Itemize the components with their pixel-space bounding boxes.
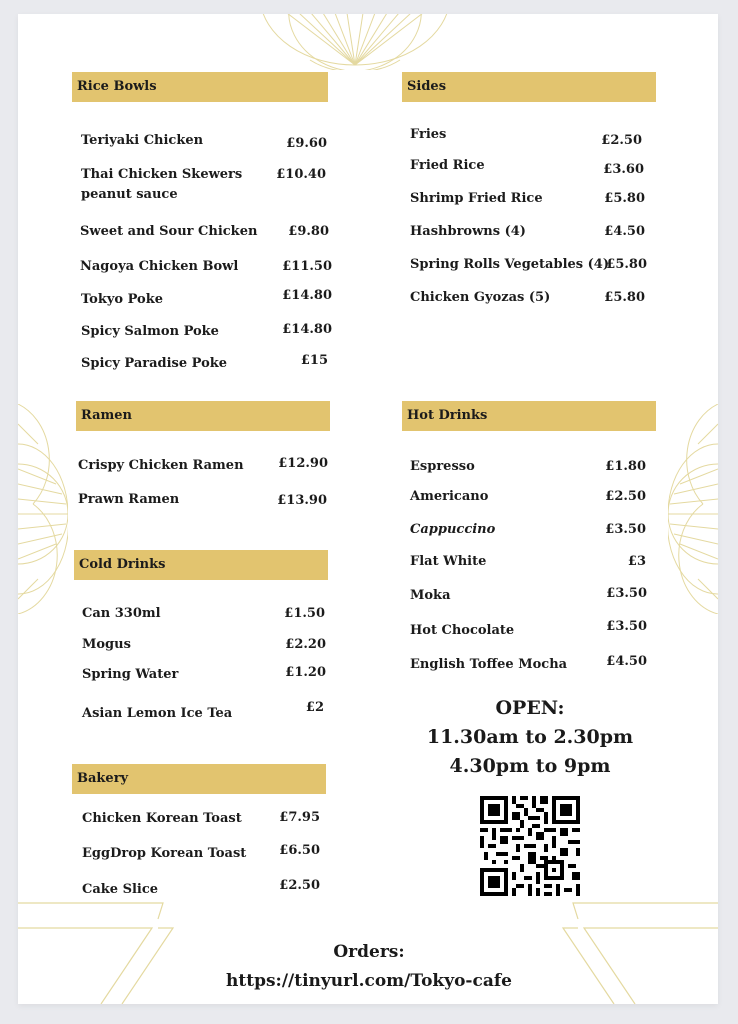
item-name: Hot Chocolate bbox=[410, 623, 515, 638]
section-header-rice-bowls: Rice Bowls bbox=[72, 72, 328, 102]
orders-label: Orders: bbox=[333, 942, 405, 962]
item-name: Spicy Salmon Poke bbox=[81, 324, 219, 339]
item-name: Chicken Gyozas (5) bbox=[410, 290, 551, 305]
menu-page bbox=[18, 14, 718, 1004]
item-name: Prawn Ramen bbox=[78, 492, 180, 507]
item-name: Spring Rolls Vegetables (4) bbox=[410, 257, 609, 272]
item-name: English Toffee Mocha bbox=[410, 657, 568, 672]
item-price: £2.50 bbox=[601, 133, 642, 148]
item-name: Hashbrowns (4) bbox=[410, 224, 526, 239]
item-name: Mogus bbox=[82, 637, 131, 652]
item-price: £2.50 bbox=[605, 489, 646, 504]
item-price: £5.80 bbox=[606, 257, 647, 272]
qr-code-icon[interactable] bbox=[480, 796, 580, 896]
item-name: Crispy Chicken Ramen bbox=[78, 458, 244, 473]
orders-url-link[interactable]: https://tinyurl.com/Tokyo-cafe bbox=[226, 971, 512, 991]
item-name: Espresso bbox=[410, 459, 475, 474]
item-price: £3.60 bbox=[603, 162, 644, 177]
item-name: Spicy Paradise Poke bbox=[81, 356, 228, 371]
item-name: Spring Water bbox=[82, 667, 179, 682]
right-fan-decoration-icon bbox=[668, 404, 718, 614]
open-label: OPEN: bbox=[495, 697, 565, 719]
item-price: £15 bbox=[300, 353, 328, 368]
item-price: £1.80 bbox=[605, 459, 646, 474]
item-price: £4.50 bbox=[604, 224, 645, 239]
item-price: £14.80 bbox=[282, 322, 332, 337]
item-price: £2.50 bbox=[279, 878, 320, 893]
item-price: £1.50 bbox=[284, 606, 325, 621]
item-price: £14.80 bbox=[282, 288, 332, 303]
item-price: £10.40 bbox=[276, 167, 326, 182]
item-price: £3.50 bbox=[606, 619, 647, 634]
item-price: £3 bbox=[627, 554, 646, 569]
item-price: £3.50 bbox=[605, 522, 646, 537]
item-price: £5.80 bbox=[604, 290, 645, 305]
item-name: EggDrop Korean Toast bbox=[82, 846, 247, 861]
item-name: Can 330ml bbox=[82, 606, 161, 621]
hours-line-1: 11.30am to 2.30pm bbox=[426, 726, 634, 748]
left-fan-decoration-icon bbox=[18, 404, 68, 614]
section-header-cold-drinks: Cold Drinks bbox=[74, 550, 328, 580]
item-name: Moka bbox=[410, 588, 451, 603]
item-price: £1.20 bbox=[285, 665, 326, 680]
item-name: Flat White bbox=[410, 554, 487, 569]
hours-line-2: 4.30pm to 9pm bbox=[449, 755, 611, 777]
item-price: £9.60 bbox=[286, 136, 327, 151]
item-price: £4.50 bbox=[606, 654, 647, 669]
item-name: Cappuccino bbox=[410, 522, 496, 537]
opening-hours bbox=[400, 694, 660, 781]
item-price: £6.50 bbox=[279, 843, 320, 858]
item-name: Americano bbox=[410, 489, 489, 504]
item-price: £2.20 bbox=[285, 637, 326, 652]
item-name: Teriyaki Chicken bbox=[81, 133, 204, 148]
item-name: Thai Chicken Skewers peanut sauce bbox=[81, 167, 243, 202]
item-price: £9.80 bbox=[288, 224, 329, 239]
item-name: Tokyo Poke bbox=[81, 292, 163, 307]
section-header-hot-drinks: Hot Drinks bbox=[402, 401, 656, 431]
top-fan-decoration-icon bbox=[250, 14, 460, 70]
section-header-sides: Sides bbox=[402, 72, 656, 102]
item-price: £13.90 bbox=[277, 493, 327, 508]
item-name: Asian Lemon Ice Tea bbox=[82, 706, 233, 721]
item-name: Nagoya Chicken Bowl bbox=[80, 259, 239, 274]
item-price: £7.95 bbox=[279, 810, 320, 825]
section-header-ramen: Ramen bbox=[76, 401, 330, 431]
item-price: £11.50 bbox=[282, 259, 332, 274]
item-name: Shrimp Fried Rice bbox=[410, 191, 543, 206]
item-price: £2 bbox=[305, 700, 324, 715]
item-price: £3.50 bbox=[606, 586, 647, 601]
item-price: £5.80 bbox=[604, 191, 645, 206]
item-name: Chicken Korean Toast bbox=[82, 811, 242, 826]
section-header-bakery: Bakery bbox=[72, 764, 326, 794]
orders-info bbox=[18, 938, 718, 996]
item-price: £12.90 bbox=[278, 456, 328, 471]
item-name: Fries bbox=[410, 127, 447, 142]
item-name: Sweet and Sour Chicken bbox=[80, 224, 258, 239]
item-name: Cake Slice bbox=[82, 882, 159, 897]
item-name: Fried Rice bbox=[410, 158, 485, 173]
